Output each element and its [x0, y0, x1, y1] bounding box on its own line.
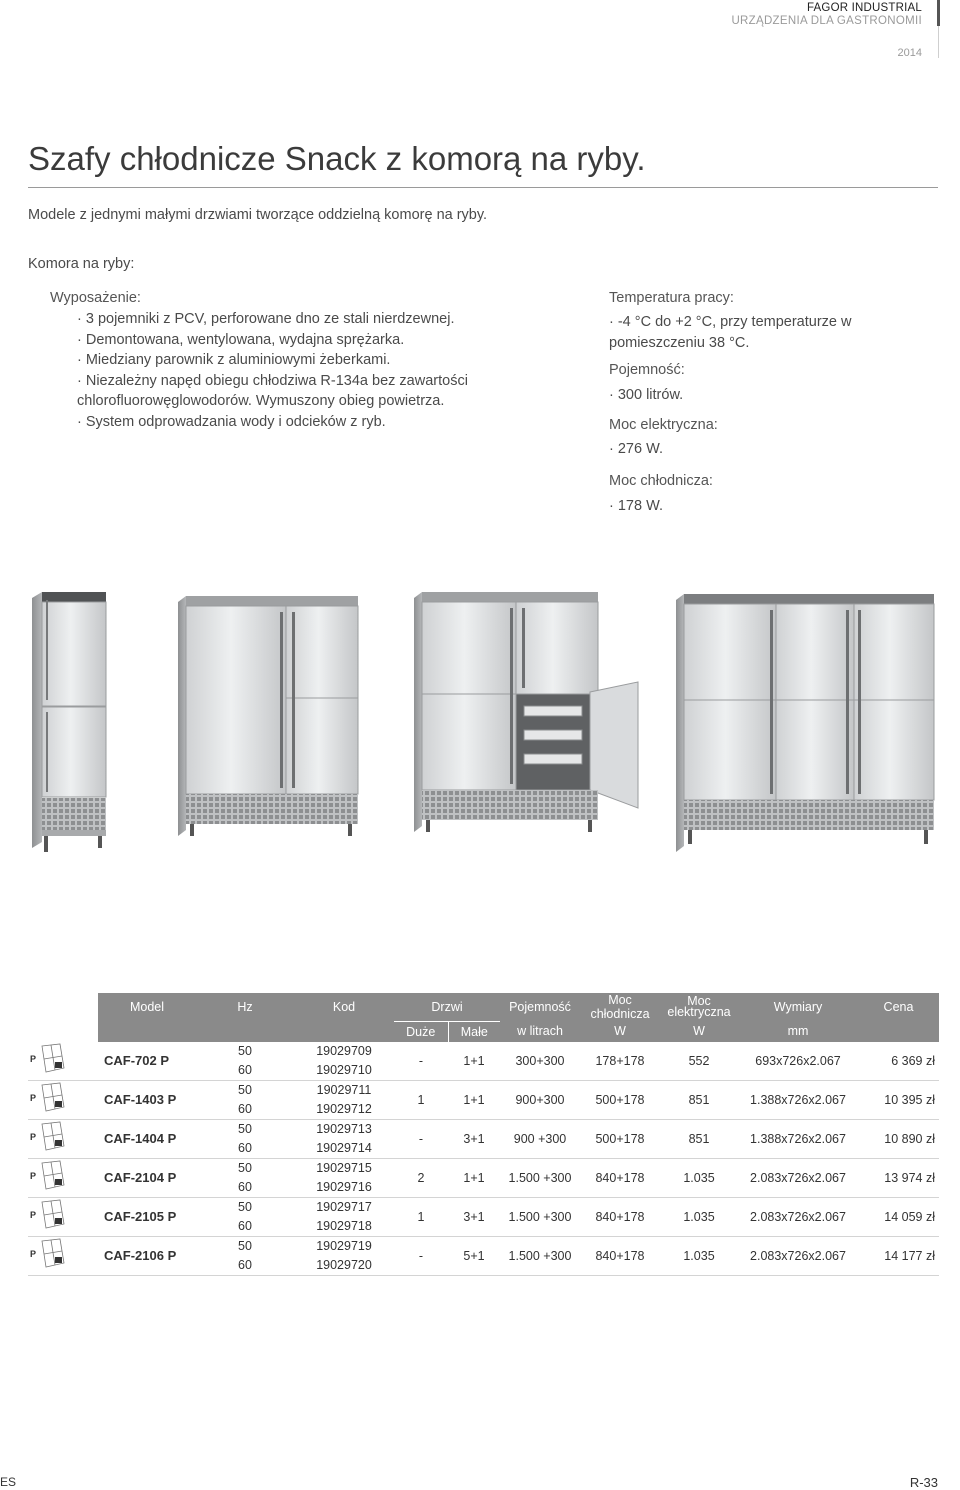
footer-page-number: R-33: [909, 1475, 938, 1490]
wymiary-cell: 2.083x726x2.067: [738, 1236, 858, 1275]
pojemnosc-cell: 1.500 +300: [500, 1197, 580, 1236]
col-moc-elektryczna: Moc elektryczna: [660, 993, 738, 1021]
duze-cell: 1: [394, 1197, 448, 1236]
moc-chl-cell: 840+178: [580, 1197, 660, 1236]
hz-value: 50: [238, 1199, 252, 1214]
sub-pojemnosc: w litrach: [500, 1021, 580, 1042]
spec-value-temperature: · -4 °C do +2 °C, przy temperaturze w pomieszczeniu 38 °C.: [609, 314, 852, 351]
sub-duze: Duże: [394, 1021, 448, 1042]
sub-moc-el: W: [660, 1021, 738, 1042]
moc-chl-cell: 840+178: [580, 1158, 660, 1197]
icon-letter: P: [30, 1132, 37, 1142]
wymiary-cell: 1.388x726x2.067: [738, 1080, 858, 1119]
hz-cell: [196, 1236, 294, 1275]
model-cell: CAF-2105 P: [98, 1197, 196, 1236]
duze-cell: -: [394, 1042, 448, 1081]
male-cell: 5+1: [448, 1236, 500, 1275]
col-pojemnosc: Pojemność: [500, 993, 580, 1021]
icon-letter: P: [30, 1171, 37, 1181]
duze-cell: -: [394, 1119, 448, 1158]
kod-cell: [294, 1080, 394, 1119]
door-icon-cell: [28, 1197, 98, 1236]
door-layout-icon: [28, 1198, 74, 1232]
door-icon-cell: [28, 1119, 98, 1158]
icon-letter: P: [30, 1249, 37, 1259]
hz-cell: [196, 1197, 294, 1236]
kod-value: 19029718: [316, 1218, 372, 1233]
door-icon-cell: [28, 1158, 98, 1197]
cena-cell: 14 177 zł: [858, 1236, 939, 1275]
col-drzwi: Drzwi: [394, 993, 500, 1021]
kod-cell: [294, 1042, 394, 1081]
icon-letter: P: [30, 1054, 37, 1064]
moc-el-cell: 1.035: [660, 1158, 738, 1197]
cena-cell: 10 395 zł: [858, 1080, 939, 1119]
header-year: 2014: [897, 47, 922, 59]
wymiary-cell: 693x726x2.067: [738, 1042, 858, 1081]
door-layout-icon: [28, 1159, 74, 1193]
sub-wymiary: mm: [738, 1021, 858, 1042]
door-layout-icon: [28, 1081, 74, 1115]
hz-value: 50: [238, 1082, 252, 1097]
table-subheader-row: [28, 1021, 939, 1042]
moc-el-cell: 851: [660, 1080, 738, 1119]
male-cell: 3+1: [448, 1197, 500, 1236]
table-header-row: [28, 993, 939, 1021]
hz-value: 60: [238, 1140, 252, 1155]
col-model: Model: [98, 993, 196, 1021]
cabinet-caf-2106: [676, 594, 934, 852]
kod-value: 19029717: [316, 1199, 372, 1214]
hz-value: 60: [238, 1218, 252, 1233]
hz-cell: [196, 1119, 294, 1158]
kod-value: 19029716: [316, 1179, 372, 1194]
kod-value: 19029715: [316, 1160, 372, 1175]
wymiary-cell: 2.083x726x2.067: [738, 1197, 858, 1236]
model-cell: CAF-1403 P: [98, 1080, 196, 1119]
brand-name: FAGOR INDUSTRIAL: [806, 2, 922, 14]
cabinet-caf-1403: [178, 596, 358, 836]
pojemnosc-cell: 900 +300: [500, 1119, 580, 1158]
price-table-body: [28, 1042, 939, 1276]
sub-moc-chl: W: [580, 1021, 660, 1042]
equipment-item: · Demontowana, wentylowana, wydajna sprężarka.: [77, 331, 405, 348]
spec-value-power: · 276 W.: [609, 441, 663, 457]
kod-value: 19029714: [316, 1140, 372, 1155]
spec-heading-temperature: Temperatura pracy:: [609, 290, 734, 306]
hz-value: 60: [238, 1101, 252, 1116]
table-row: [28, 1080, 939, 1119]
moc-chl-cell: 500+178: [580, 1119, 660, 1158]
spec-heading-cooling: Moc chłodnicza:: [609, 473, 713, 489]
model-cell: CAF-2104 P: [98, 1158, 196, 1197]
kod-value: 19029720: [316, 1257, 372, 1272]
door-icon-cell: [28, 1236, 98, 1275]
col-hz: Hz: [196, 993, 294, 1021]
cena-cell: 14 059 zł: [858, 1197, 939, 1236]
moc-chl-cell: 840+178: [580, 1236, 660, 1275]
kod-value: 19029712: [316, 1101, 372, 1116]
kod-value: 19029710: [316, 1062, 372, 1077]
header-divider: [938, 26, 939, 58]
cabinet-caf-702: [32, 592, 106, 852]
kod-cell: [294, 1236, 394, 1275]
footer-language: ES: [0, 1475, 17, 1489]
hz-value: 60: [238, 1062, 252, 1077]
brand-subtitle: URZĄDZENIA DLA GASTRONOMII: [731, 15, 922, 27]
product-photos: [28, 580, 938, 860]
table-row: [28, 1119, 939, 1158]
section-label: Komora na ryby:: [28, 256, 135, 272]
equipment-list: [77, 309, 517, 432]
sub-male: Małe: [448, 1021, 500, 1042]
pojemnosc-cell: 900+300: [500, 1080, 580, 1119]
pojemnosc-cell: 1.500 +300: [500, 1158, 580, 1197]
duze-cell: -: [394, 1236, 448, 1275]
kod-value: 19029713: [316, 1121, 372, 1136]
moc-el-cell: 1.035: [660, 1236, 738, 1275]
door-layout-icon: [28, 1120, 74, 1154]
spec-value-capacity: · 300 litrów.: [609, 387, 684, 403]
hz-value: 60: [238, 1179, 252, 1194]
price-table: [28, 993, 939, 1276]
table-row: [28, 1236, 939, 1275]
cena-cell: 13 974 zł: [858, 1158, 939, 1197]
kod-value: 19029711: [316, 1082, 372, 1097]
model-cell: CAF-2106 P: [98, 1236, 196, 1275]
page-title: Szafy chłodnicze Snack z komorą na ryby.: [28, 140, 646, 177]
moc-el-cell: 1.035: [660, 1197, 738, 1236]
table-row: [28, 1197, 939, 1236]
hz-value: 60: [238, 1257, 252, 1272]
spec-heading-power: Moc elektryczna:: [609, 417, 718, 433]
hz-cell: [196, 1158, 294, 1197]
door-layout-icon: [28, 1237, 74, 1271]
hz-value: 50: [238, 1238, 252, 1253]
moc-el-cell: 552: [660, 1042, 738, 1081]
wymiary-cell: 1.388x726x2.067: [738, 1119, 858, 1158]
spec-value-cooling: · 178 W.: [609, 498, 663, 514]
price-table-wrap: [28, 993, 939, 1276]
kod-value: 19029709: [316, 1043, 372, 1058]
equipment-item: · Niezależny napęd obiegu chłodziwa R-134a bez zawartości chlorofluorowęglowodorów. Wymuszony obieg powietrza.: [77, 372, 468, 409]
door-icon-cell: [28, 1042, 98, 1081]
moc-chl-cell: 500+178: [580, 1080, 660, 1119]
moc-el-cell: 851: [660, 1119, 738, 1158]
hz-value: 50: [238, 1043, 252, 1058]
kod-cell: [294, 1197, 394, 1236]
col-wymiary: Wymiary: [738, 993, 858, 1021]
male-cell: 1+1: [448, 1080, 500, 1119]
wymiary-cell: 2.083x726x2.067: [738, 1158, 858, 1197]
door-icon-cell: [28, 1080, 98, 1119]
duze-cell: 1: [394, 1080, 448, 1119]
header-accent-bar: [937, 0, 940, 26]
icon-letter: P: [30, 1093, 37, 1103]
kod-cell: [294, 1158, 394, 1197]
equipment-item: · System odprowadzania wody i odcieków z ryb.: [77, 413, 386, 430]
cabinet-caf-1404: [414, 592, 638, 832]
hz-value: 50: [238, 1160, 252, 1175]
male-cell: 1+1: [448, 1158, 500, 1197]
model-cell: CAF-1404 P: [98, 1119, 196, 1158]
male-cell: 1+1: [448, 1042, 500, 1081]
cena-cell: 10 890 zł: [858, 1119, 939, 1158]
icon-letter: P: [30, 1210, 37, 1220]
duze-cell: 2: [394, 1158, 448, 1197]
equipment-item: · Miedziany parownik z aluminiowymi żeberkami.: [77, 352, 391, 368]
door-layout-icon: [28, 1042, 74, 1076]
hz-cell: [196, 1042, 294, 1081]
model-cell: CAF-702 P: [98, 1042, 196, 1081]
table-row: [28, 1158, 939, 1197]
equipment-item: · 3 pojemniki z PCV, perforowane dno ze stali nierdzewnej.: [77, 311, 455, 327]
equipment-heading: Wyposażenie:: [50, 290, 141, 306]
male-cell: 3+1: [448, 1119, 500, 1158]
col-moc-chlodnicza: Moc chłodnicza: [580, 993, 660, 1021]
col-kod: Kod: [294, 993, 394, 1021]
header-brand: [731, 2, 922, 28]
spec-heading-capacity: Pojemność:: [609, 362, 685, 378]
col-cena: Cena: [858, 993, 939, 1021]
kod-cell: [294, 1119, 394, 1158]
title-rule: [28, 187, 938, 188]
cena-cell: 6 369 zł: [858, 1042, 939, 1081]
intro-text: Modele z jednymi małymi drzwiami tworzące oddzielną komorę na ryby.: [28, 207, 488, 223]
moc-chl-cell: 178+178: [580, 1042, 660, 1081]
pojemnosc-cell: 300+300: [500, 1042, 580, 1081]
pojemnosc-cell: 1.500 +300: [500, 1236, 580, 1275]
hz-value: 50: [238, 1121, 252, 1136]
table-row: [28, 1042, 939, 1081]
kod-value: 19029719: [316, 1238, 372, 1253]
hz-cell: [196, 1080, 294, 1119]
